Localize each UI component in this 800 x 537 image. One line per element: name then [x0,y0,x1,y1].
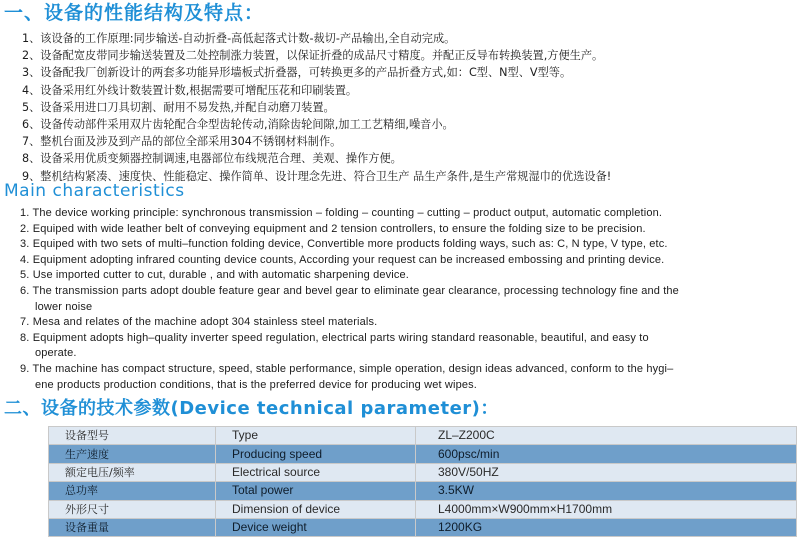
feature-cn-item: 2、设备配宽皮带同步输送装置及二处控制涨力装置，以保证折叠的成品尺寸精度。并配正反导布转换装置,方便生产。 [22,49,604,63]
feature-en-number: 6. [20,284,30,297]
section-title-technical-parameter: 二、设备的技术参数(Device technical parameter)： [4,398,499,419]
section-title-main-characteristics: Main characteristics [4,181,185,201]
features-cn-list [22,30,798,185]
feature-en-number: 1. [20,207,30,219]
technical-parameter-table [48,426,797,537]
feature-en-number: 8. [20,331,30,344]
feature-en-item [20,206,800,222]
feature-cn-item: 3、设备配我厂创新设计的两套多功能异形墙板式折叠器，可转换更多的产品折叠方式,如：C型、N型、V型等。 [22,66,572,80]
param-name-cn: 生产速度 [49,445,216,463]
features-en-list [20,206,800,393]
feature-cn-item: 8、设备采用优质变频器控制调速,电器部位布线规范合理、美观、操作方便。 [22,152,402,166]
table-row [49,445,797,463]
param-name-cn: 额定电压/频率 [49,463,216,481]
param-value: 380V/50HZ [416,463,797,481]
feature-en-text-continued: ene products production conditions, that is the preferred device for producing wet wipes. [35,378,477,391]
param-name-cn: 设备重量 [49,518,216,536]
param-value: 600psc/min [416,445,797,463]
param-value: L4000mm×W900mm×H1700mm [416,500,797,518]
feature-en-item [20,315,800,331]
param-name-cn: 设备型号 [49,427,216,445]
feature-en-item [20,253,800,269]
feature-en-text: Use imported cutter to cut, durable , and with automatic sharpening device. [32,269,409,282]
feature-en-text: The transmission parts adopt double feature gear and bevel gear to eliminate gear clearance, processing technology fine and the [32,284,679,297]
feature-en-text: Mesa and relates of the machine adopt 304 stainless steel materials. [32,316,378,329]
param-name-en: Type [216,427,416,445]
feature-en-text: Equipment adopts high–quality inverter speed regulation, electrical parts wiring standard reasonable, beautiful, and easy to [32,331,649,344]
feature-en-text: The machine has compact structure, speed, stable performance, simple operation, design ideas advanced, conform to the hygi– [32,362,674,375]
table-row [49,482,797,500]
feature-en-item [20,331,800,362]
feature-cn-item: 4、设备采用红外线计数装置计数,根据需要可增配压花和印刷装置。 [22,83,358,97]
param-name-en: Producing speed [216,445,416,463]
section-title-features-cn: 一、设备的性能结构及特点： [4,2,265,24]
param-value: 1200KG [416,518,797,536]
table-row [49,518,797,536]
param-name-en: Total power [216,482,416,500]
param-name-cn: 总功率 [49,482,216,500]
table-row [49,500,797,518]
feature-en-number: 2. [20,222,30,235]
feature-en-text: Equipment adopting infrared counting device counts, According your request can be increased embossing and printing device. [32,253,665,266]
feature-en-text: The device working principle: synchronous transmission – folding – counting – cutting – product output, automatic completion. [32,207,663,219]
feature-en-item [20,268,800,284]
param-name-en: Device weight [216,518,416,536]
feature-cn-item: 9、整机结构紧凑、速度快、性能稳定、操作简单、设计理念先进、符合卫生产 品生产条件,是生产常规湿巾的优选设备! [22,169,612,183]
param-name-en: Electrical source [216,463,416,481]
feature-en-item [20,284,800,315]
feature-cn-item: 7、整机台面及涉及到产品的部位全部采用304不锈钢材料制作。 [22,135,342,149]
feature-en-number: 4. [20,253,30,266]
feature-en-item [20,222,800,238]
table-row [49,463,797,481]
feature-en-text: Equiped with two sets of multi–function folding device, Convertible more products folding ways, such as: C, N type, V type, etc. [32,238,668,251]
feature-en-text-continued: lower noise [35,300,93,313]
feature-en-item [20,362,800,393]
param-value: 3.5KW [416,482,797,500]
feature-cn-item: 5、设备采用进口刀具切割、耐用不易发热,并配自动磨刀装置。 [22,100,335,114]
feature-en-text-continued: operate. [35,347,77,360]
param-name-cn: 外形尺寸 [49,500,216,518]
feature-en-number: 9. [20,362,30,375]
feature-en-item [20,237,800,253]
feature-en-number: 3. [20,238,30,251]
param-value: ZL–Z200C [416,427,797,445]
param-name-en: Dimension of device [216,500,416,518]
feature-en-number: 5. [20,269,30,282]
table-row [49,427,797,445]
feature-cn-item: 6、设备传动部件采用双片齿轮配合伞型齿轮传动,消除齿轮间隙,加工工艺精细,噪音小。 [22,118,454,132]
feature-cn-item: 1、该设备的工作原理:同步输送-自动折叠-高低起落式计数-裁切-产品输出,全自动完成。 [22,32,456,45]
feature-en-text: Equiped with wide leather belt of conveying equipment and 2 tension controllers, to ensure the folding size to be precision. [32,222,646,235]
feature-en-number: 7. [20,316,30,329]
